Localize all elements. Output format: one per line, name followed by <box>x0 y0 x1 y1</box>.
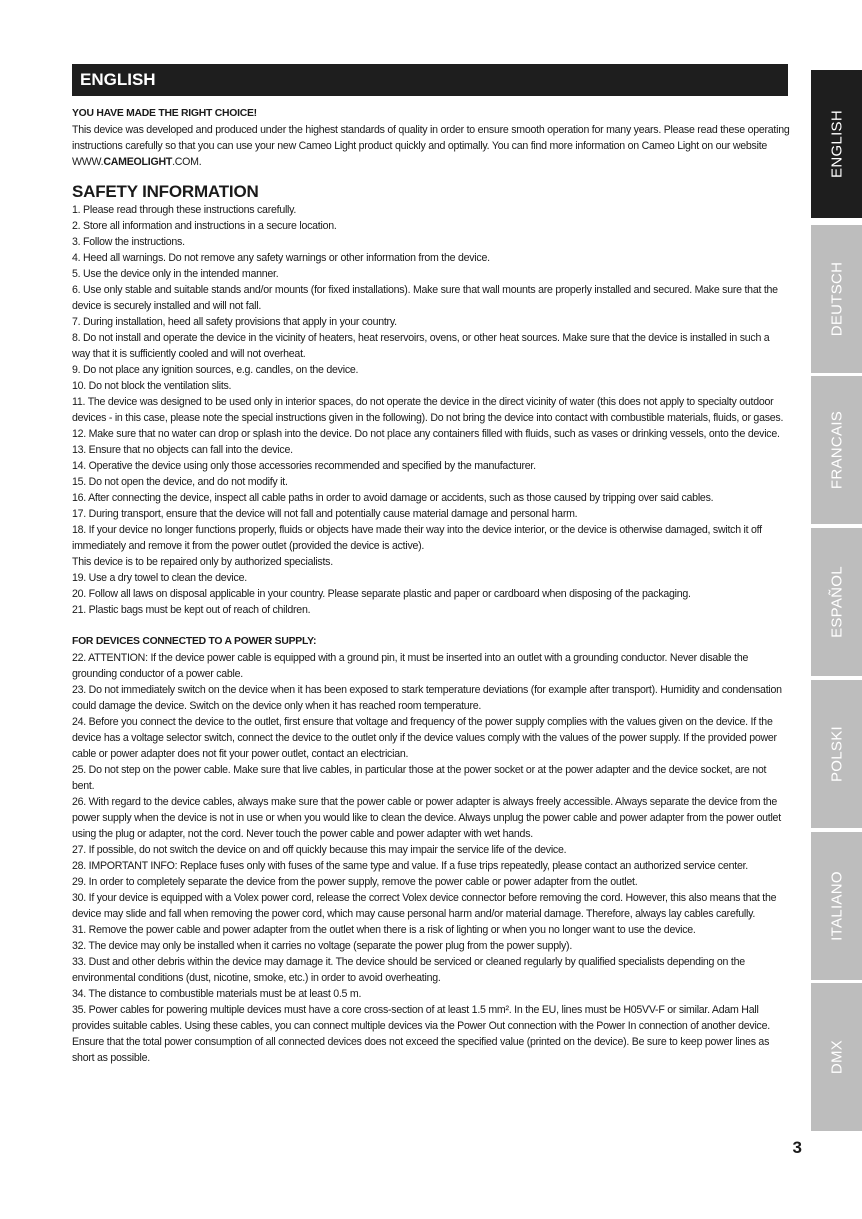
list-item: 29. In order to completely separate the device from the power supply, remove the power cable or power adapter from the outlet. <box>72 876 638 888</box>
list-item: 10. Do not block the ventilation slits. <box>72 380 232 392</box>
power-list <box>72 650 790 1066</box>
list-item: 31. Remove the power cable and power adapter from the outlet when there is a risk of lighting or when you no longer want to use the device. <box>72 924 696 936</box>
page-number: 3 <box>792 1138 802 1157</box>
list-item: This device is to be repaired only by authorized specialists. <box>72 556 333 568</box>
list-item: 34. The distance to combustible materials must be at least 0.5 m. <box>72 988 362 1000</box>
tab-italiano[interactable] <box>811 832 862 980</box>
list-item: 1. Please read through these instructions carefully. <box>72 204 297 216</box>
list-item: 4. Heed all warnings. Do not remove any safety warnings or other information from the device. <box>72 252 490 264</box>
tab-label: FRANCAIS <box>828 410 845 490</box>
list-item: 16. After connecting the device, inspect all cable paths in order to avoid damage or accidents, such as those caused by tripping over said cables. <box>72 492 714 504</box>
tab-english[interactable] <box>811 70 862 218</box>
list-item: 17. During transport, ensure that the device will not fall and potentially cause material damage and personal harm. <box>72 508 578 520</box>
list-item: 13. Ensure that no objects can fall into the device. <box>72 444 293 456</box>
tab-label: ESPAÑOL <box>828 566 845 638</box>
tab-francais[interactable] <box>811 376 862 524</box>
tab-dmx[interactable] <box>811 983 862 1131</box>
list-item: 11. The device was designed to be used only in interior spaces, do not operate the device in the direct vicinity of water (this does not apply to specialty outdoor devices - in this case, please note the special instructions given in the following). Do not bring the device into contact with combustible materials, fluids, or gases. <box>72 396 784 424</box>
spacer <box>72 618 790 634</box>
list-item: 19. Use a dry towel to clean the device. <box>72 572 247 584</box>
website-brand: CAMEOLIGHT <box>103 156 173 168</box>
tab-label: POLSKI <box>828 726 845 782</box>
list-item: 21. Plastic bags must be kept out of reach of children. <box>72 604 311 616</box>
list-item: 6. Use only stable and suitable stands and/or mounts (for fixed installations). Make sure that wall mounts are properly installed and secured. Make sure that the device is securely installed and will not fall. <box>72 284 778 312</box>
tab-polski[interactable] <box>811 680 862 828</box>
intro-text: This device was developed and produced under the highest standards of quality in order to ensure smooth operation for many years. Please read these operating instructions carefully so that you can use your new Cameo Light product quickly and optimally. You can find more information on Cameo Light on our website WWW. <box>72 124 790 168</box>
tab-label: DEUTSCH <box>828 261 845 337</box>
tab-espanol[interactable] <box>811 528 862 676</box>
list-item: 20. Follow all laws on disposal applicable in your country. Please separate plastic and paper or cardboard when disposing of the packaging. <box>72 588 691 600</box>
tab-label: ITALIANO <box>828 871 845 941</box>
list-item: 15. Do not open the device, and do not modify it. <box>72 476 288 488</box>
list-item: 8. Do not install and operate the device in the vicinity of heaters, heat reservoirs, ovens, or other heat sources. Make sure that the device is installed in such a way that it is sufficiently cooled and will not overheat. <box>72 332 770 360</box>
list-item: 3. Follow the instructions. <box>72 236 185 248</box>
list-item: 23. Do not immediately switch on the device when it has been exposed to stark temperature deviations (for example after transport). Humidity and condensation could damage the device. Switch on the device only when it has reached room temperature. <box>72 684 782 712</box>
list-item: 2. Store all information and instructions in a secure location. <box>72 220 337 232</box>
list-item: 24. Before you connect the device to the outlet, first ensure that voltage and frequency of the power supply complies with the values given on the device. If the device has a voltage selector switch, connect the device to the outlet only if the device values comply with the values of the power supply. If the provided power cable or power adapter does not fit your power outlet, contact an electrician. <box>72 716 777 760</box>
list-item: 33. Dust and other debris within the device may damage it. The device should be serviced or cleaned regularly by qualified specialists depending on the environmental conditions (dust, nicotine, smoke, etc.) in order to avoid overheating. <box>72 956 745 984</box>
section-header-bar <box>72 64 788 96</box>
intro-paragraph <box>72 122 790 170</box>
list-item: 26. With regard to the device cables, always make sure that the power cable or power adapter is always freely accessible. Always separate the device from the power supply when the device is not in use or when you would like to clean the device. Always unplug the power cable and power adapter from the power outlet using the plug or adapter, not the cord. Never touch the power cable and power adapter with wet hands. <box>72 796 781 840</box>
intro-heading: YOU HAVE MADE THE RIGHT CHOICE! <box>72 108 257 119</box>
list-item: 9. Do not place any ignition sources, e.g. candles, on the device. <box>72 364 359 376</box>
power-heading: FOR DEVICES CONNECTED TO A POWER SUPPLY: <box>72 636 317 647</box>
list-item: 14. Operative the device using only those accessories recommended and specified by the manufacturer. <box>72 460 536 472</box>
safety-list <box>72 202 790 618</box>
content-body <box>72 106 790 1066</box>
list-item: 32. The device may only be installed when it carries no voltage (separate the power plug from the power supply). <box>72 940 573 952</box>
list-item: 35. Power cables for powering multiple devices must have a core cross-section of at least 1.5 mm². In the EU, lines must be H05VV-F or similar. Adam Hall provides suitable cables. Using these cables, you can connect multiple devices via the Power Out connection with the Power In connection of another device. Ensure that the total power consumption of all connected devices does not exceed the specified value (printed on the device). Be sure to keep power lines as short as possible. <box>72 1004 770 1064</box>
list-item: 12. Make sure that no water can drop or splash into the device. Do not place any containers filled with fluids, such as vases or drinking vessels, onto the device. <box>72 428 780 440</box>
intro-text-end: .COM. <box>172 156 202 168</box>
safety-title: SAFETY INFORMATION <box>72 182 259 201</box>
list-item: 7. During installation, heed all safety provisions that apply in your country. <box>72 316 397 328</box>
section-header-title: ENGLISH <box>80 70 156 89</box>
list-item: 30. If your device is equipped with a Volex power cord, release the correct Volex device connector before removing the cord. However, this also means that the device may slide and fall when removing the power cord, which may cause personal harm and/or material damage. Therefore, always lay cables carefully. <box>72 892 777 920</box>
list-item: 28. IMPORTANT INFO: Replace fuses only with fuses of the same type and value. If a fuse trips repeatedly, please contact an authorized service center. <box>72 860 748 872</box>
tab-deutsch[interactable] <box>811 225 862 373</box>
tab-label: ENGLISH <box>828 110 845 178</box>
list-item: 22. ATTENTION: If the device power cable is equipped with a ground pin, it must be inserted into an outlet with a grounding conductor. Never disable the grounding conductor of a power cable. <box>72 652 749 680</box>
list-item: 25. Do not step on the power cable. Make sure that live cables, in particular those at the power socket or at the power adapter and the device socket, are not bent. <box>72 764 767 792</box>
list-item: 5. Use the device only in the intended manner. <box>72 268 279 280</box>
tab-label: DMX <box>828 1039 845 1075</box>
list-item: 18. If your device no longer functions properly, fluids or objects have made their way into the device interior, or the device is otherwise damaged, switch it off immediately and remove it from the power outlet (provided the device is active). <box>72 524 762 552</box>
list-item: 27. If possible, do not switch the device on and off quickly because this may impair the service life of the device. <box>72 844 567 856</box>
